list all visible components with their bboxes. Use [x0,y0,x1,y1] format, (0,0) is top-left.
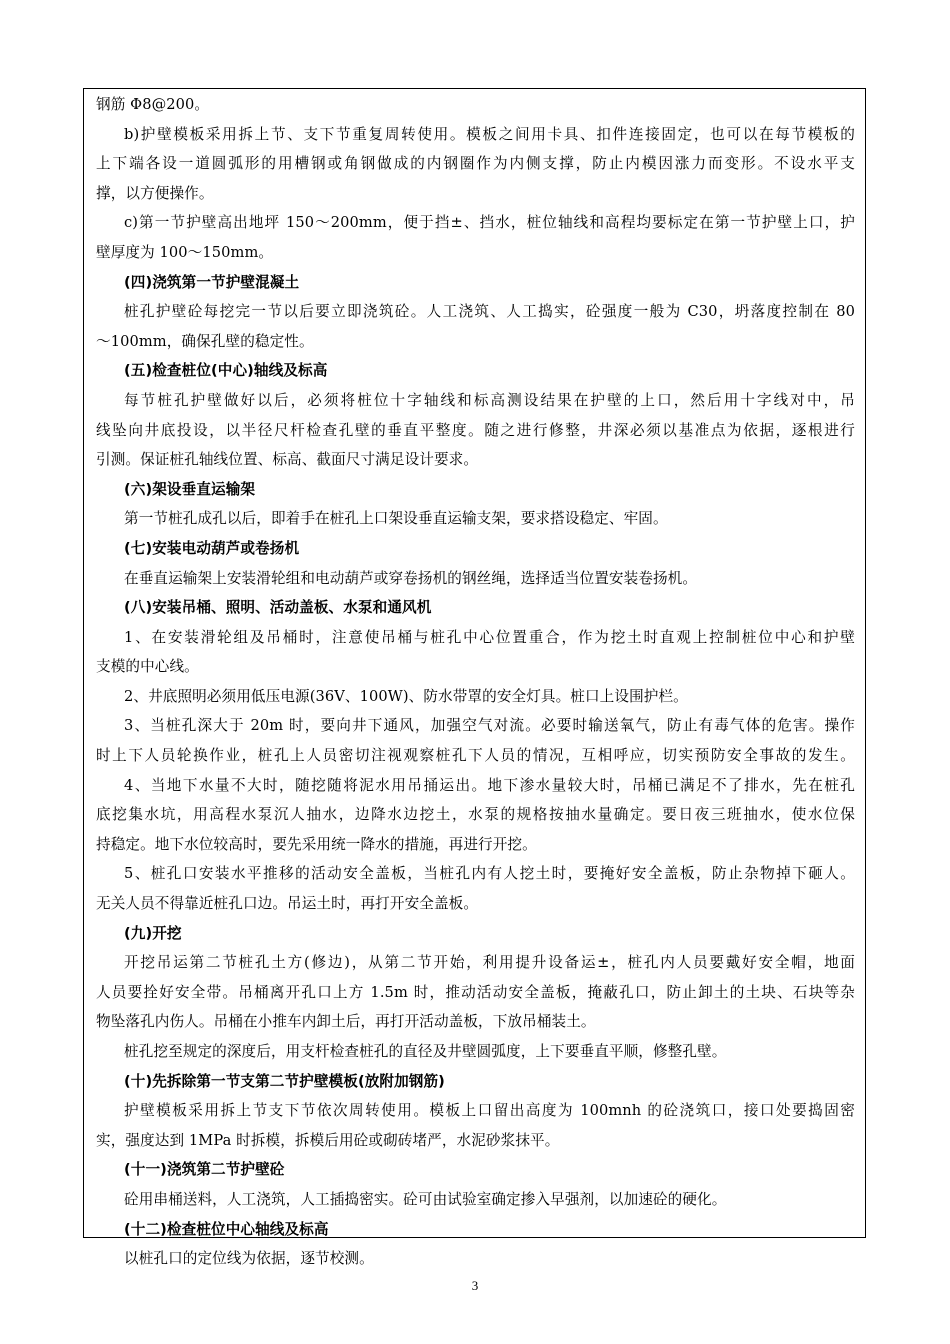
text-line: 实，强度达到 1MPa 时拆模，拆模后用砼或砌砖堵严，水泥砂浆抹平。 [96,1131,560,1149]
text-line: 撑，以方便操作。 [96,184,214,202]
section-heading: (十)先拆除第一节支第二节护壁模板(放附加钢筋) [124,1072,445,1090]
text-line: 无关人员不得靠近桩孔口边。吊运土时，再打开安全盖板。 [96,895,479,913]
text-line: 4、当地下水量不大时，随挖随将泥水用吊捅运出。地下渗水量较大时，吊桶已满足不了排水，先在桩孔 [124,776,855,794]
text-line: 壁厚度为 100～150mm。 [96,243,274,261]
text-line: 线坠向井底投设，以半径尺杆检查孔壁的垂直平整度。随之进行修整，井深必须以基准点为依据，逐根进行 [96,421,855,439]
text-line: 桩孔护壁砼每挖完一节以后要立即浇筑砼。人工浇筑、人工捣实，砼强度一般为 C30，坍落度控制在 80 [124,303,855,321]
text-line: ～100mm，确保孔壁的稳定性。 [96,332,314,350]
text-line: 以桩孔口的定位线为依据，逐节校测。 [124,1250,374,1268]
section-heading: (六)架设垂直运输架 [124,480,256,498]
section-heading: (十二)检查桩位中心轴线及标高 [124,1220,329,1238]
text-line: 1、在安装滑轮组及吊桶时，注意使吊桶与桩孔中心位置重合，作为挖土时直观上控制桩位中心和护壁 [124,628,855,646]
text-line: 底挖集水坑，用高程水泵沉人抽水，边降水边挖土，水泵的规格按抽水量确定。要日夜三班抽水，使水位保 [96,806,855,824]
text-line: b)护壁模板采用拆上节、支下节重复周转使用。模板之间用卡具、扣件连接固定，也可以在每节模板的 [124,125,855,143]
text-line: c)第一节护壁高出地坪 150～200mm，便于挡±、挡水，桩位轴线和高程均要标定在第一节护壁上口，护 [124,214,855,232]
text-line: 引测。保证桩孔轴线位置、标高、截面尺寸满足设计要求。 [96,451,479,469]
section-heading: (七)安装电动葫芦或卷扬机 [124,539,300,557]
text-line: 砼用串桶送料，人工浇筑，人工插捣密实。砼可由试验室确定掺入早强剂，以加速砼的硬化。 [124,1190,727,1208]
text-line: 支模的中心线。 [96,658,199,676]
text-line: 3、当桩孔深大于 20m 时，要向井下通风，加强空气对流。必要时输送氧气，防止有毒气体的危害。操作 [124,717,855,735]
text-line: 护壁模板采用拆上节支下节依次周转使用。模板上口留出高度为 100mnh 的砼浇筑口，接口处要捣固密 [124,1102,855,1120]
text-line: 上下端各设一道圆弧形的用槽钢或角钢做成的内钢圈作为内侧支撑，防止内模因涨力而变形。不设水平支 [96,155,855,173]
section-heading: (五)检查桩位(中心)轴线及标高 [124,362,328,380]
section-heading: (八)安装吊桶、照明、活动盖板、水泵和通风机 [124,599,432,617]
text-line: 桩孔挖至规定的深度后，用支杆检查桩孔的直径及井壁圆弧度，上下要垂直平顺，修整孔壁。 [124,1043,727,1060]
content-frame [83,88,866,1268]
text-line: 5、桩孔口安装水平推移的活动安全盖板，当桩孔内有人挖土时，要掩好安全盖板，防止杂物掉下砸人。 [124,865,855,883]
text-line: 物坠落孔内伤人。吊桶在小推车内卸土后，再打开活动盖板，下放吊桶装土。 [96,1013,596,1031]
text-line: 2、井底照明必须用低压电源(36V、100W)、防水带罩的安全灯具。桩口上设围护栏。 [124,687,688,705]
text-line: 每节桩孔护壁做好以后，必须将桩位十字轴线和标高测设结果在护壁的上口，然后用十字线对中，吊 [124,391,855,409]
page-number: 3 [471,1278,479,1293]
text-line: 开挖吊运第二节桩孔土方(修边)，从第二节开始，利用提升设备运±，桩孔内人员要戴好安全帽，地面 [124,954,855,972]
text-line: 钢筋 Φ8@200。 [96,96,210,113]
section-heading: (九)开挖 [124,924,182,942]
text-line: 人员要拴好安全带。吊桶离开孔口上方 1.5m 时，推动活动安全盖板，掩蔽孔口，防止卸土的土块、石块等杂 [96,983,855,1001]
text-line: 持稳定。地下水位较高时，要先采用统一降水的措施，再进行开挖。 [96,835,537,853]
section-heading: (四)浇筑第一节护壁混凝土 [124,273,300,291]
text-line: 在垂直运输架上安装滑轮组和电动葫芦或穿卷扬机的钢丝绳，选择适当位置安装卷扬机。 [124,569,698,587]
text-line: 时上下人员轮换作业，桩孔上人员密切注视观察桩孔下人员的情况，互相呼应，切实预防安全事故的发生。 [96,747,855,765]
text-line: 第一节桩孔成孔以后，即着手在桩孔上口架设垂直运输支架，要求搭设稳定、牢固。 [124,510,668,528]
section-heading: (十一)浇筑第二节护壁砼 [124,1161,285,1179]
